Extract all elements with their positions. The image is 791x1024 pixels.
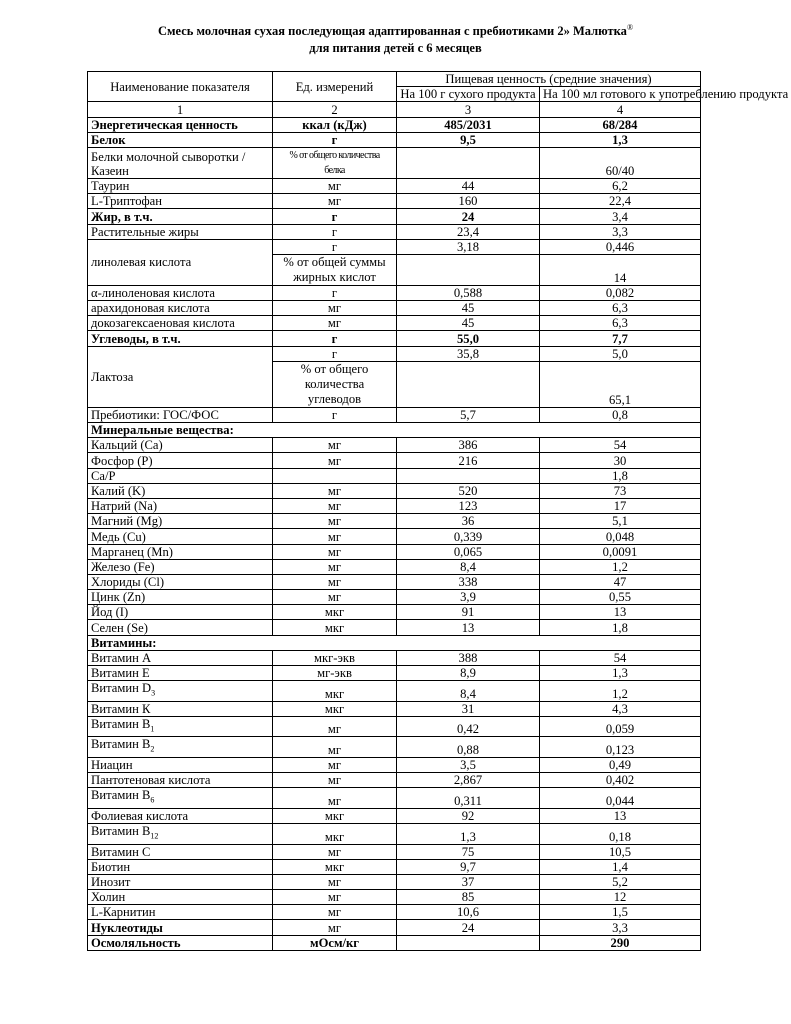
row-ready: 4,3 [540,701,701,716]
table-row [88,737,701,758]
row-dry [397,935,540,950]
row-dry: 485/2031 [397,117,540,132]
row-dry: 123 [397,498,540,513]
row-name: Биотин [88,859,273,874]
table-row [88,716,701,737]
row-ready: 0,8 [540,407,701,422]
row-ready: 13 [540,605,701,620]
row-ready: 12 [540,890,701,905]
table-row [88,620,701,635]
row-name: линолевая кислота [88,239,273,285]
header-nutrition-group: Пищевая ценность (средние значения) [397,72,701,87]
row-ready: 0,55 [540,590,701,605]
table-row [88,483,701,498]
row-name: L-Триптофан [88,194,273,209]
row-unit: мг [273,316,397,331]
row-ready: 6,3 [540,301,701,316]
registered-mark: ® [626,23,634,32]
row-ready: 0,059 [540,716,701,737]
table-row [88,590,701,605]
row-dry: 45 [397,301,540,316]
row-name: Пантотеновая кислота [88,773,273,788]
row-dry: 0,588 [397,285,540,300]
row-name: Осмоляльность [88,935,273,950]
row-ready: 290 [540,935,701,950]
row-ready: 13 [540,808,701,823]
table-row [88,514,701,529]
row-unit: мг [273,905,397,920]
row-ready: 1,5 [540,905,701,920]
row-dry: 36 [397,514,540,529]
row-unit: мкг [273,824,397,845]
row-dry [397,254,540,285]
header-dry: На 100 г сухого продукта [397,87,540,102]
table-row [88,194,701,209]
row-unit: мг [273,194,397,209]
row-unit: мг [273,737,397,758]
row-dry: 5,7 [397,407,540,422]
row-name: Витамин A [88,650,273,665]
row-dry: 91 [397,605,540,620]
row-name: Витамин $B_{12}$ [88,824,273,845]
row-dry: 55,0 [397,331,540,346]
col-num-4: 4 [540,102,701,117]
row-dry: 388 [397,650,540,665]
row-name: докозагексаеновая кислота [88,316,273,331]
row-dry [397,361,540,407]
row-ready: 3,4 [540,209,701,224]
row-dry: 31 [397,701,540,716]
row-ready: 0,446 [540,239,701,254]
row-name: Селен (Se) [88,620,273,635]
row-ready: 0,123 [540,737,701,758]
row-name: Углеводы, в т.ч. [88,331,273,346]
section-title: Минеральные вещества: [88,423,701,438]
row-name: Таурин [88,178,273,193]
row-name: Хлориды (Cl) [88,574,273,589]
table-row [88,346,701,361]
row-dry: 75 [397,844,540,859]
row-ready: 5,0 [540,346,701,361]
row-dry: 24 [397,920,540,935]
row-dry: 44 [397,178,540,193]
row-ready: 30 [540,453,701,468]
row-unit: мкг [273,681,397,702]
row-name: Витамин E [88,666,273,681]
row-ready: 60/40 [540,147,701,178]
row-unit: мг [273,301,397,316]
row-name: Витамин C [88,844,273,859]
row-dry: 45 [397,316,540,331]
row-unit: мг [273,574,397,589]
col-num-2: 2 [273,102,397,117]
row-name: Витамин $B_2$ [88,737,273,758]
table-row [88,808,701,823]
row-unit: г [273,224,397,239]
row-name: Энергетическая ценность [88,117,273,132]
row-ready: 22,4 [540,194,701,209]
row-unit: мг [273,514,397,529]
row-unit: мкг [273,859,397,874]
title-line-1: Смесь молочная сухая последующая адаптированная с пребиотиками 2» Малютка® [157,23,634,39]
row-ready: 5,1 [540,514,701,529]
row-name: Витамин $B_1$ [88,716,273,737]
row-unit [273,468,397,483]
table-row [88,438,701,453]
table-row [88,666,701,681]
row-name: Холин [88,890,273,905]
row-dry: 160 [397,194,540,209]
row-name: Витамин К [88,701,273,716]
row-unit: мг [273,544,397,559]
row-ready: 0,49 [540,757,701,772]
table-row [88,407,701,422]
row-name: Магний (Mg) [88,514,273,529]
row-unit: % от общего количества углеводов [273,361,397,407]
row-name: Белок [88,132,273,147]
row-name: Железо (Fe) [88,559,273,574]
table-row [88,605,701,620]
row-dry: 338 [397,574,540,589]
row-dry: 24 [397,209,540,224]
table-row [88,132,701,147]
header-unit: Ед. измерений [273,72,397,102]
col-num-3: 3 [397,102,540,117]
row-unit: мг [273,438,397,453]
row-ready: 3,3 [540,920,701,935]
row-unit: мг [273,498,397,513]
table-row [88,239,701,254]
row-unit: мг [273,773,397,788]
table-row [88,117,701,132]
row-ready: 1,4 [540,859,701,874]
row-dry: 8,9 [397,666,540,681]
table-row [88,757,701,772]
row-unit: мг [273,529,397,544]
row-ready: 1,3 [540,132,701,147]
col-num-1: 1 [88,102,273,117]
row-dry: 3,18 [397,239,540,254]
row-unit: мкг [273,605,397,620]
row-unit: % от общего количества белка [273,147,397,178]
table-row [88,574,701,589]
row-dry: 216 [397,453,540,468]
section-title: Витамины: [88,635,701,650]
row-ready: 3,3 [540,224,701,239]
row-name: Инозит [88,874,273,889]
row-unit: мкг-экв [273,650,397,665]
row-dry: 23,4 [397,224,540,239]
row-dry [397,147,540,178]
row-name: Жир, в т.ч. [88,209,273,224]
row-ready: 54 [540,650,701,665]
row-unit: г [273,239,397,254]
row-name: Натрий (Na) [88,498,273,513]
row-ready: 0,082 [540,285,701,300]
row-ready: 47 [540,574,701,589]
row-unit: г [273,209,397,224]
table-row [88,701,701,716]
table-row [88,331,701,346]
table-row [88,178,701,193]
row-unit: мг-экв [273,666,397,681]
row-unit: мг [273,716,397,737]
row-unit: мкг [273,620,397,635]
table-row [88,650,701,665]
row-unit: мг [273,483,397,498]
table-row [88,874,701,889]
table-row [88,498,701,513]
row-unit: мг [273,178,397,193]
row-name: Кальций (Ca) [88,438,273,453]
row-dry: 92 [397,808,540,823]
row-name: Йод (I) [88,605,273,620]
nutrition-table [87,71,789,951]
row-ready: 1,2 [540,681,701,702]
row-name: Растительные жиры [88,224,273,239]
row-ready: 73 [540,483,701,498]
row-name: Белки молочной сыворотки / Казеин [88,147,273,178]
row-dry: 85 [397,890,540,905]
row-unit: мг [273,844,397,859]
row-name: Пребиотики: ГОС/ФОС [88,407,273,422]
row-unit: мкг [273,701,397,716]
row-unit: % от общей суммы жирных кислот [273,254,397,285]
row-ready: 0,18 [540,824,701,845]
row-dry: 0,339 [397,529,540,544]
row-dry: 13 [397,620,540,635]
table-row [88,544,701,559]
table-row [88,453,701,468]
table-row [88,285,701,300]
row-name: Витамин $B_6$ [88,788,273,809]
table-row [88,920,701,935]
row-ready: 5,2 [540,874,701,889]
table-row [88,529,701,544]
row-unit: ккал (кДж) [273,117,397,132]
row-name: Фолиевая кислота [88,808,273,823]
row-unit: мг [273,874,397,889]
row-name: Фосфор (P) [88,453,273,468]
row-dry: 2,867 [397,773,540,788]
row-dry: 8,4 [397,559,540,574]
row-unit: мг [273,757,397,772]
row-dry: 9,7 [397,859,540,874]
row-dry: 35,8 [397,346,540,361]
row-name: Калий (K) [88,483,273,498]
title-line-2: для питания детей с 6 месяцев [309,41,482,56]
row-unit: мкг [273,808,397,823]
row-dry: 3,9 [397,590,540,605]
table-row [88,681,701,702]
row-dry: 0,42 [397,716,540,737]
header-ready: На 100 мл готового к употреблению продукта [540,87,701,102]
row-name: Лактоза [88,346,273,407]
row-ready: 6,2 [540,178,701,193]
table-row [88,844,701,859]
row-ready: 14 [540,254,701,285]
row-ready: 65,1 [540,361,701,407]
table-row [88,468,701,483]
table-row [88,788,701,809]
row-dry: 8,4 [397,681,540,702]
table-row [88,824,701,845]
table-row [88,859,701,874]
row-unit: мг [273,453,397,468]
table-row [88,224,701,239]
row-name: Марганец (Mn) [88,544,273,559]
row-unit: г [273,346,397,361]
table-row [88,316,701,331]
row-ready: 17 [540,498,701,513]
row-name: Цинк (Zn) [88,590,273,605]
row-dry: 3,5 [397,757,540,772]
section-header-vitamins [88,635,701,650]
row-unit: мг [273,920,397,935]
row-ready: 0,402 [540,773,701,788]
row-unit: мОсм/кг [273,935,397,950]
row-ready: 6,3 [540,316,701,331]
table-row [88,935,701,950]
row-dry: 386 [397,438,540,453]
row-unit: г [273,285,397,300]
row-name: L-Карнитин [88,905,273,920]
row-dry: 0,311 [397,788,540,809]
row-name: α-линоленовая кислота [88,285,273,300]
header-indicator: Наименование показателя [88,72,273,102]
row-unit: мг [273,788,397,809]
row-dry: 10,6 [397,905,540,920]
row-ready: 0,048 [540,529,701,544]
section-header-minerals [88,423,701,438]
row-ready: 1,3 [540,666,701,681]
row-dry: 520 [397,483,540,498]
row-dry: 1,3 [397,824,540,845]
row-ready: 0,044 [540,788,701,809]
table-row [88,773,701,788]
table-row [88,559,701,574]
row-ready: 7,7 [540,331,701,346]
row-dry: 9,5 [397,132,540,147]
document-title [0,19,791,57]
row-name: Нуклеотиды [88,920,273,935]
row-ready: 68/284 [540,117,701,132]
row-unit: г [273,331,397,346]
row-unit: мг [273,590,397,605]
table-row [88,890,701,905]
row-name: Медь (Cu) [88,529,273,544]
row-ready: 54 [540,438,701,453]
row-dry: 0,065 [397,544,540,559]
table-row [88,301,701,316]
row-name: Ниацин [88,757,273,772]
table-row [88,905,701,920]
table-row [88,209,701,224]
row-unit: г [273,132,397,147]
row-ready: 0,0091 [540,544,701,559]
row-dry [397,468,540,483]
row-ready: 10,5 [540,844,701,859]
row-name: Ca/P [88,468,273,483]
row-ready: 1,2 [540,559,701,574]
table-row [88,147,701,178]
row-unit: мг [273,890,397,905]
row-name: арахидоновая кислота [88,301,273,316]
row-dry: 37 [397,874,540,889]
row-ready: 1,8 [540,620,701,635]
row-ready: 1,8 [540,468,701,483]
row-dry: 0,88 [397,737,540,758]
row-unit: мг [273,559,397,574]
row-unit: г [273,407,397,422]
row-name: Витамин $D_3$ [88,681,273,702]
